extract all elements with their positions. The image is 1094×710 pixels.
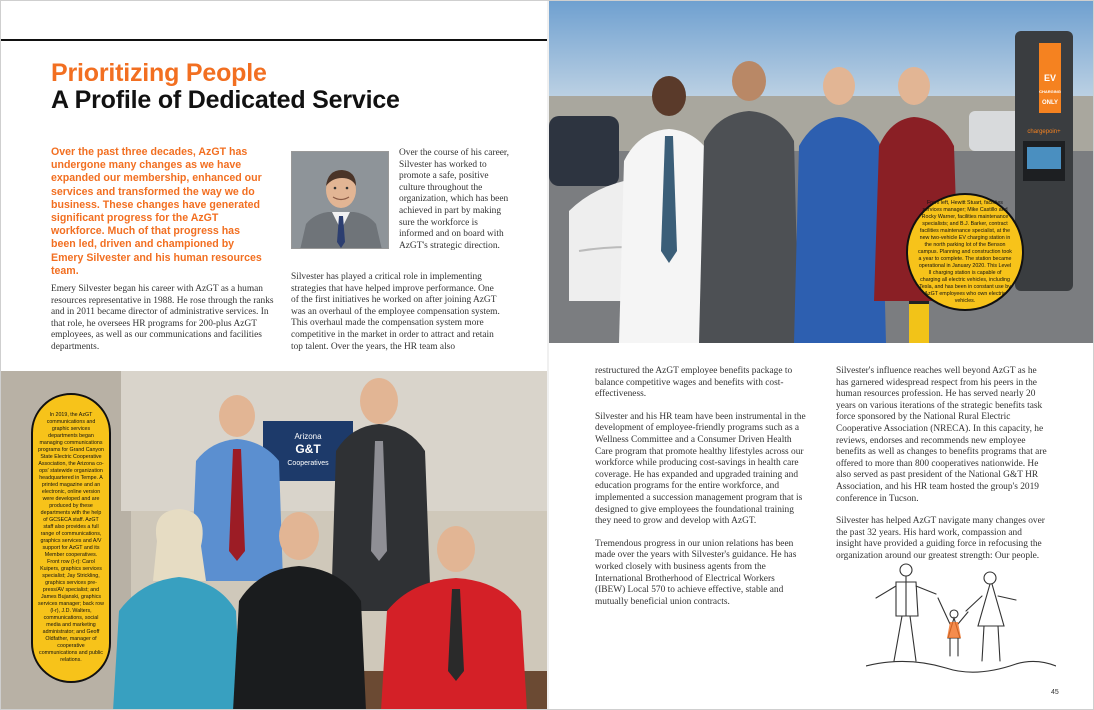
portrait-illustration (292, 152, 389, 249)
team-caption (31, 393, 111, 683)
title-line-2: A Profile of Dedicated Service (51, 86, 400, 114)
page-number: 45 (1051, 689, 1059, 696)
charger-brand-text: chargepoin+ (1027, 129, 1061, 135)
paragraph-text: Silvester has played a critical role in implementing strategies that have helped improve performance. One of the first initiatives he worked on after joining AzGT was an overhaul of the employee compensation system. This overhaul made the compensation system more competitive in the market in order to attract and retain top talent. Over the years, the HR team also (291, 272, 500, 352)
paragraph-strategies (291, 272, 503, 353)
ev-sign-bottom-text: ONLY (1041, 100, 1059, 106)
ev-station-illustration (549, 1, 1094, 343)
caption-text: In 2019, the AzGT communications and graphic services departments began managing communications programs for Grand Canyon State Electric Cooperative Association, the Arizona co-ops' statewide organization headquartered in Tempe. A printed magazine and an electronic, online version were developed and are produced by these departments with the help of GCSECA staff. AzGT staff also provides a full range of communications, graphics services and A/V support for AzGT and its Member cooperatives. Front row (l-r): Carol Kuipers, graphics services specialist; Jay Strickling, graphics services pre-press/AV specialist; and James Bujanski, graphics services manager; back row (l-r), J.D. Walters, communications, social media and marketing administrator; and Geoff Oldfather, manager of cooperative communications and public relations. (38, 412, 104, 663)
banner-line-3: Cooperatives (287, 460, 329, 467)
banner-line-1: Arizona (294, 432, 322, 441)
header-rule (1, 39, 547, 41)
intro-paragraph: Over the past three decades, AzGT has undergone many changes as we have expanded our membership, enhanced our services and transformed the way we do business. These changes have generated significant progress for the AzGT workforce. Much of that progress has been led, driven and championed by Emery Silvester and his human resources team. (51, 146, 262, 277)
paragraph-text: Silvester has helped AzGT navigate many changes over the past 32 years. His hard work, compassion and insight have provided a guiding force in refocusing the organization around our greatest strength: Our people. (836, 516, 1045, 561)
family-line-drawing (866, 556, 1056, 686)
paragraph-intro-bio (51, 284, 279, 354)
caption-text: From left, Hewitt Stuart, facilities services manager; Mike Castillo and Rocky Warner, facilities maintenance specialists; and B.J. Barker, contract facilities maintenance specialist, at the new two-vehicle EV charging station in the north parking lot of the Benson campus. Planning and construction took a year to complete. The station became operational in January 2020. This Level II charging station is capable of charging all electric vehicles, including Tesla, and has been in constant use by AzGT employees who own electric vehicles. (918, 199, 1012, 304)
paragraph-text: Silvester's influence reaches well beyond AzGT as he has garnered widespread respect from his peers in the human resources profession. He has served nearly 20 years on various iterations of the strategic benefits task force sponsored by the National Rural Electric Cooperative Association (NRECA). In this capacity, he reviews, endorses and recommends new employee benefits as well as changes to benefits programs that are offered to more than 800 cooperatives nationwide. He also served as past president of the National G&T HR Association, and his HR team hosted the group's 2019 conference in Tucson. (836, 366, 1047, 504)
ev-station-photo (549, 1, 1094, 343)
paragraph-text: Tremendous progress in our union relations has been made over the years with Silvester's guidance. He has worked closely with business agents from the International Brotherhood of Electrical Workers (IBEW) Local 570 to achieve effective, stable and mutually beneficial union contracts. (595, 538, 797, 607)
ev-station-caption (906, 193, 1024, 311)
banner-line-2: G&T (295, 442, 321, 456)
ev-sign-text: EV (1043, 73, 1057, 83)
paragraph-text: restructured the AzGT employee benefits package to balance competitive wages and benefits with cost-effectiveness. (595, 366, 793, 400)
paragraph-text: Over the course of his career, Silvester has worked to promote a safe, positive culture throughout the organization, which has been achieved in part by making sure the workforce is informed and on board with AzGT's strategic direction. (399, 148, 509, 251)
paragraph-text: Silvester and his HR team have been instrumental in the development of employee-friendly programs such as a Wellness Committee and a Consumer Driven Health Care program that promote healthy lifestyles across our workforce while producing cost-savings in health care coverage. He has expanded and upgraded training and education programs for the entire workforce, and implemented a succession management program that is designed to give employees the foundational training they need to grow and develop with AzGT. (595, 411, 806, 527)
right-column-2 (836, 366, 1048, 563)
portrait-photo (291, 151, 389, 249)
right-column-1 (595, 366, 807, 608)
ev-sign-mid-text: CHARGING (1039, 89, 1061, 94)
paragraph-career (399, 148, 509, 252)
page-spine (547, 1, 549, 710)
paragraph-text: Emery Silvester began his career with AzGT as a human resources representative in 1988. He rose through the ranks and in 2011 became director of administrative services. In that role, he oversees HR programs for 200-plus AzGT employees, as well as our communications and facilities departments. (51, 284, 274, 352)
title-line-1: Prioritizing People (51, 59, 267, 87)
